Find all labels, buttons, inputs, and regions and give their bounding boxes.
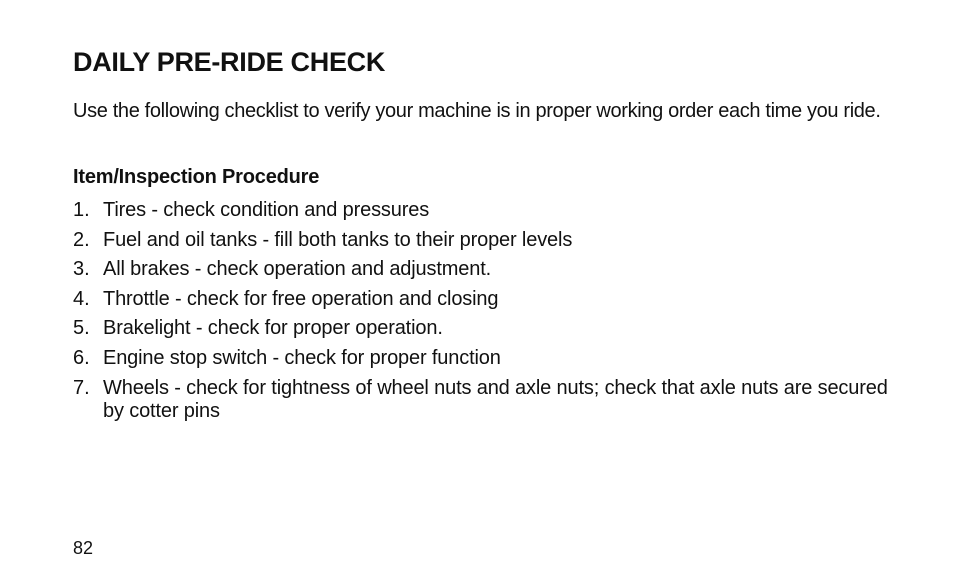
item-number: 5. <box>73 317 90 340</box>
intro-paragraph: Use the following checklist to verify your machine is in proper working order each time you ride. <box>73 100 881 122</box>
item-number: 2. <box>73 228 90 251</box>
list-item <box>73 377 908 423</box>
page-number: 82 <box>73 538 94 558</box>
item-text: Wheels - check for tightness of wheel nuts and axle nuts; check that axle nuts are secured by cotter pins <box>103 376 888 422</box>
item-number: 4. <box>73 287 90 310</box>
item-number: 1. <box>73 199 90 221</box>
item-text: Fuel and oil tanks - fill both tanks to their proper levels <box>103 228 573 251</box>
checklist-subheading: Item/Inspection Procedure <box>73 166 320 188</box>
item-text: Throttle - check for free operation and closing <box>103 287 499 310</box>
manual-page <box>73 0 908 588</box>
item-text: All brakes - check operation and adjustment. <box>103 258 492 281</box>
list-item <box>73 317 908 340</box>
item-number: 6. <box>73 346 90 369</box>
item-text: Tires - check condition and pressures <box>103 199 430 221</box>
inspection-checklist <box>73 199 908 429</box>
page-title: DAILY PRE-RIDE CHECK <box>73 47 386 77</box>
list-item <box>73 199 908 222</box>
list-item <box>73 347 908 370</box>
item-text: Engine stop switch - check for proper function <box>103 346 501 369</box>
item-text: Brakelight - check for proper operation. <box>103 317 443 340</box>
item-number: 3. <box>73 258 90 281</box>
list-item <box>73 258 908 281</box>
list-item <box>73 229 908 252</box>
list-item <box>73 288 908 311</box>
item-number: 7. <box>73 376 90 399</box>
